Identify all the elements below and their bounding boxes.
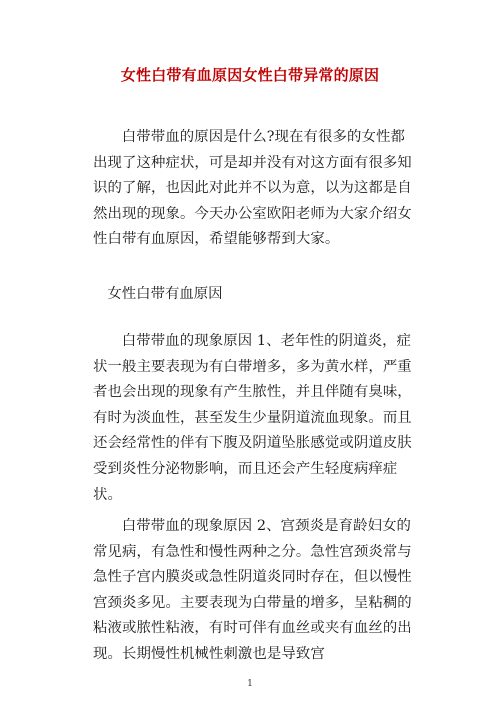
page-number: 1 [247, 679, 253, 689]
cause-2-paragraph: 白带带血的现象原因 2、宫颈炎是育龄妇女的常见病，有急性和慢性两种之分。急性宫颈炎常与急性子宫内膜炎或急性阴道炎同时存在，但以慢性宫颈炎多见。主要表现为白带量的增多，呈粘稠的粘液或脓性粘液，有时可伴有血丝或夹有血丝的出现。长期慢性机械性刺激也是导致宫 [93, 518, 412, 662]
cause-1-paragraph: 白带带血的现象原因 1、老年性的阴道炎，症状一般主要表现为有白带增多，多为黄水样，严重者也会出现的现象有产生脓性，并且伴随有臭味，有时为淡血性，甚至发生少量阴道流血现象。而且还会经常性的伴有下腹及阴道坠胀感觉或阴道皮肤受到炎性分泌物影响，而且还会产生轻度病痒症状。 [93, 333, 412, 503]
intro-paragraph: 白带带血的原因是什么?现在有很多的女性都出现了这种症状，可是却并没有对这方面有很多知识的了解，也因此对此并不以为意，以为这都是自然出现的现象。今天办公室欧阳老师为大家介绍女性白带有血原因，希望能够帮到大家。 [93, 129, 412, 248]
section-heading: 女性白带有血原因 [107, 286, 223, 302]
document-title: 女性白带有血原因女性白带异常的原因 [120, 66, 380, 84]
